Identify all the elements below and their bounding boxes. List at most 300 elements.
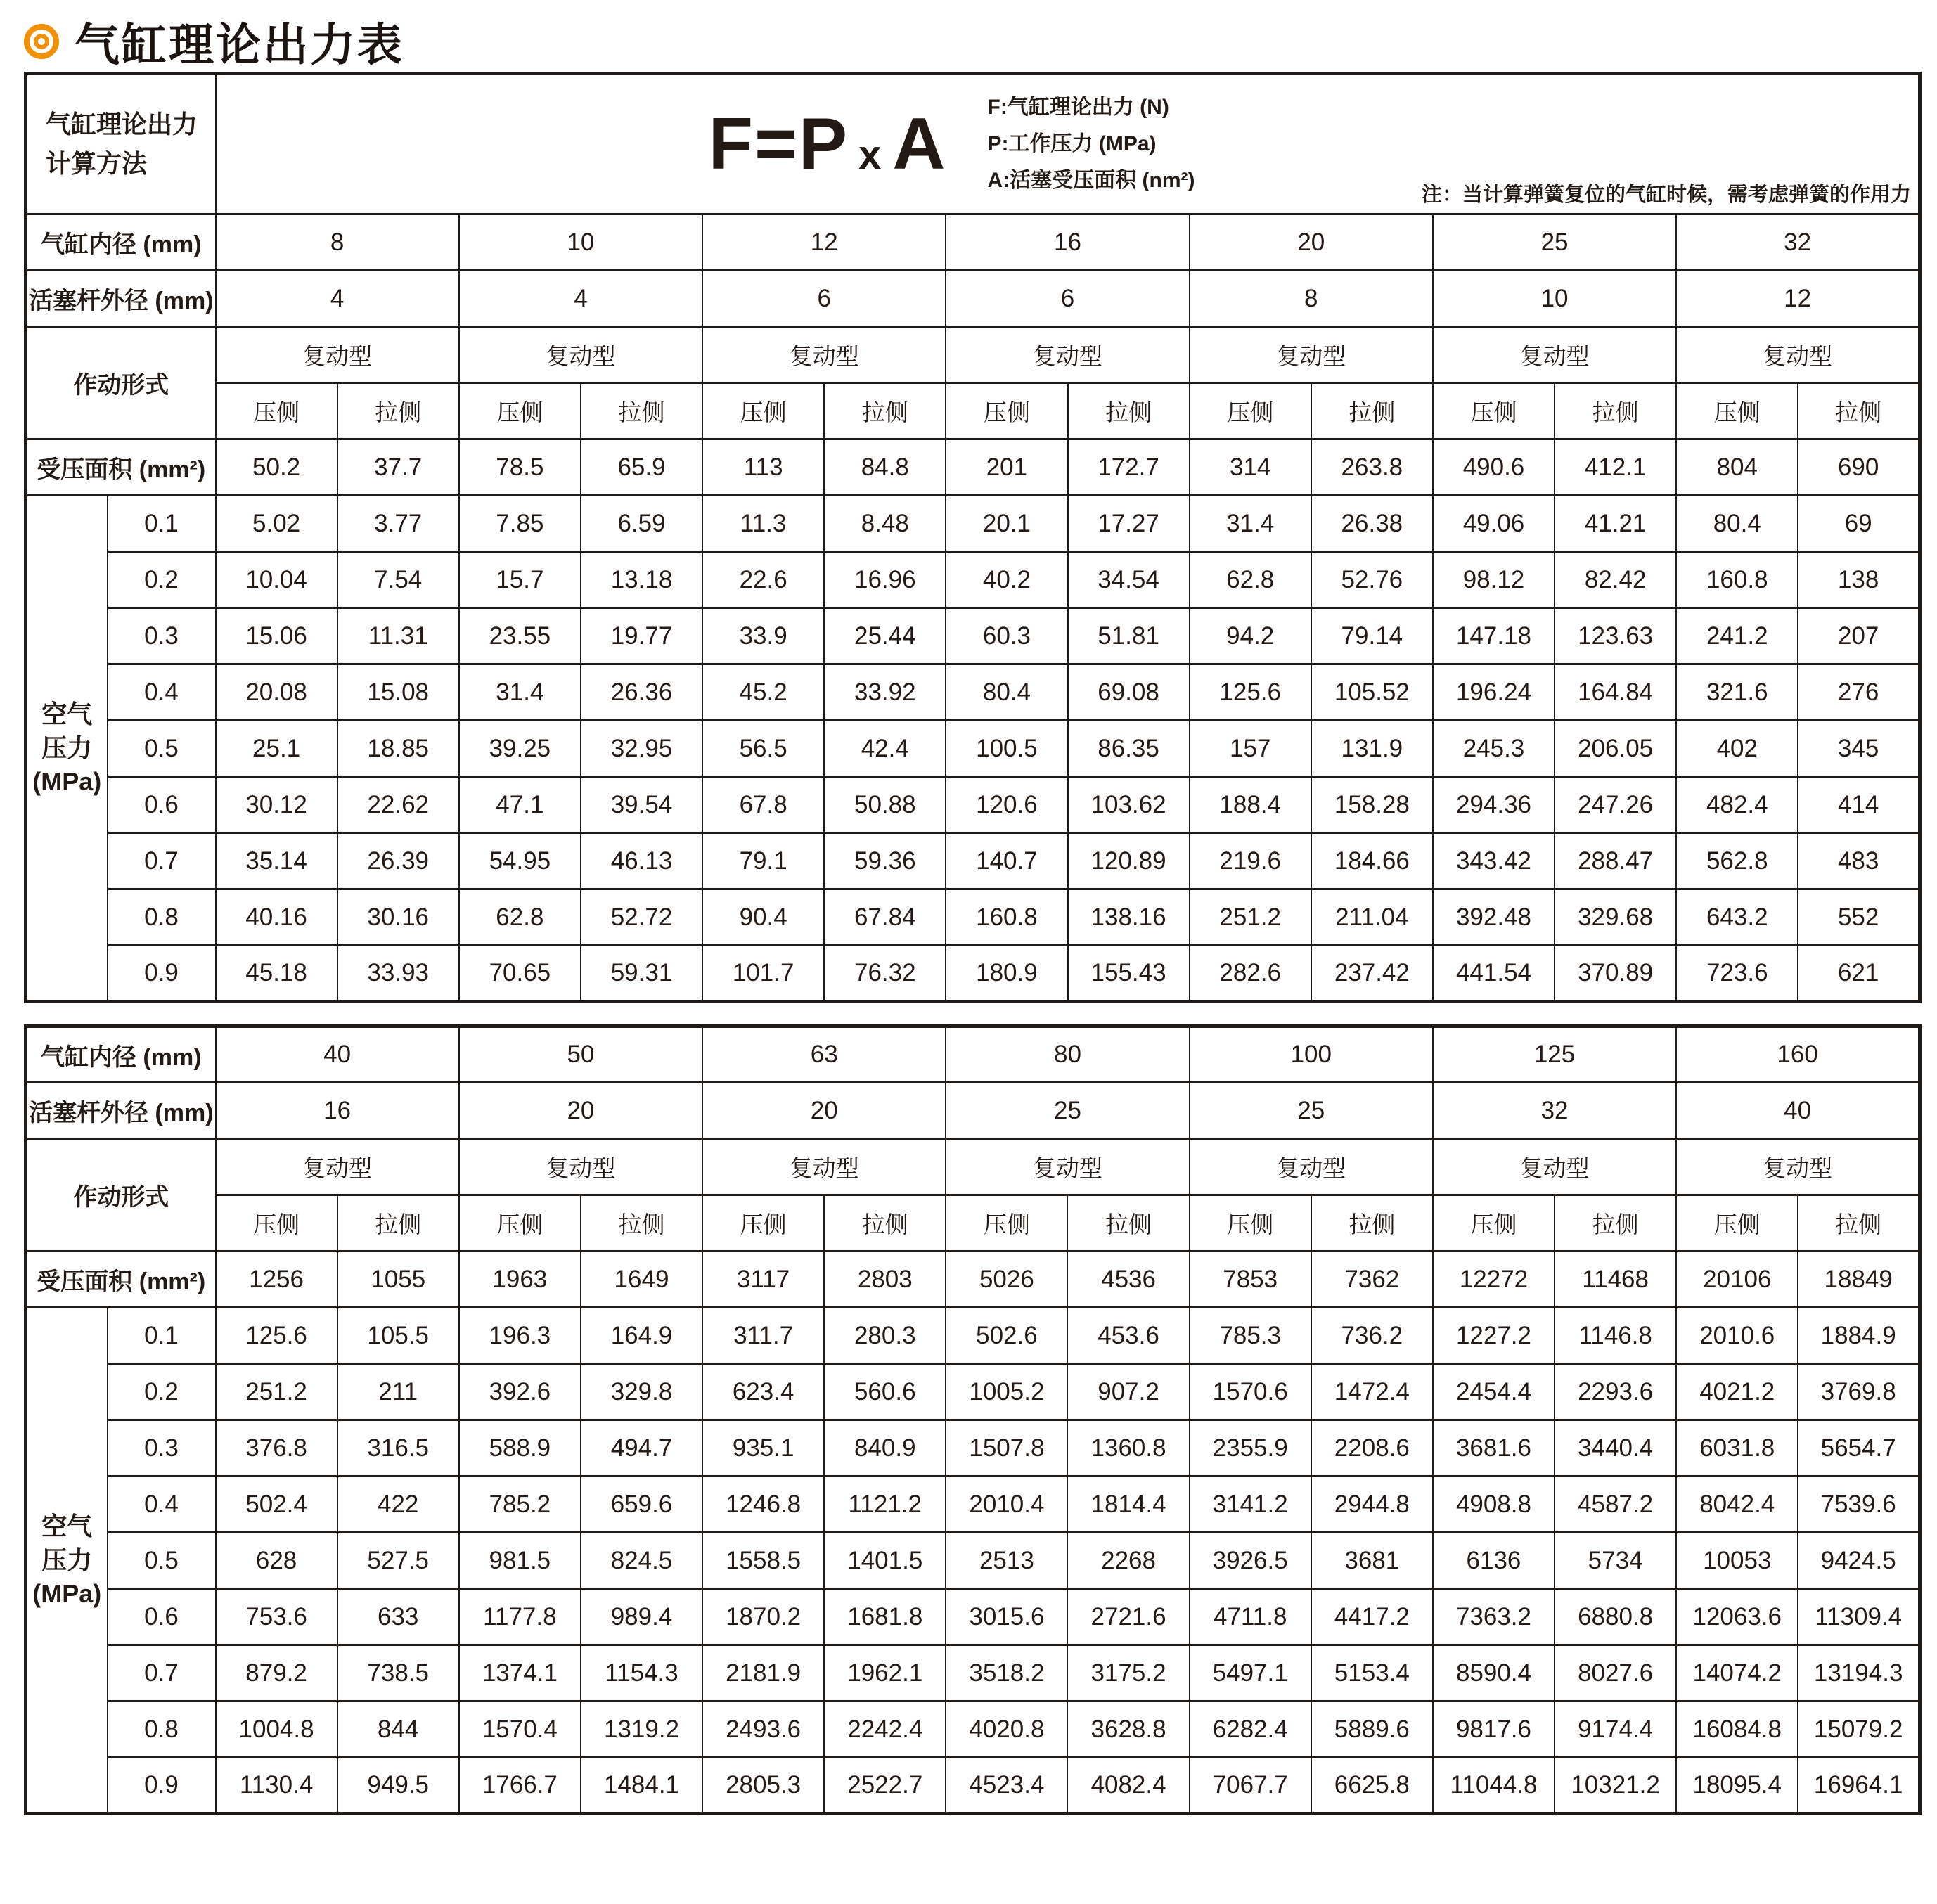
rod-row xyxy=(26,1083,1920,1139)
force-value-cell: 8590.4 xyxy=(1433,1645,1555,1702)
force-value-cell: 105.5 xyxy=(337,1308,459,1364)
force-value-cell: 30.16 xyxy=(337,889,459,946)
force-value-cell: 282.6 xyxy=(1190,946,1311,1002)
force-value-cell: 1319.2 xyxy=(581,1702,702,1758)
force-data-row xyxy=(26,833,1920,889)
force-value-cell: 4587.2 xyxy=(1555,1477,1676,1533)
force-value-cell: 25.44 xyxy=(824,608,946,664)
ring-bullet-inner xyxy=(34,34,49,49)
force-value-cell: 1814.4 xyxy=(1067,1477,1189,1533)
pressure-value-cell: 0.5 xyxy=(108,1533,216,1589)
air-pressure-label-line: 空气 xyxy=(41,700,93,728)
force-value-cell: 32.95 xyxy=(581,721,702,777)
force-value-cell: 494.7 xyxy=(581,1420,702,1477)
force-value-cell: 5734 xyxy=(1555,1533,1676,1589)
pressure-value-cell: 0.4 xyxy=(108,1477,216,1533)
force-value-cell: 7067.7 xyxy=(1190,1758,1311,1814)
pressure-value-cell: 0.4 xyxy=(108,664,216,721)
force-value-cell: 40.16 xyxy=(216,889,337,946)
page-header xyxy=(24,11,1937,72)
spring-return-note: 注：当计算弹簧复位的气缸时候，需考虑弹簧的作用力 xyxy=(1421,184,1911,206)
area-row xyxy=(26,1252,1920,1308)
rod-value-cell: 6 xyxy=(946,271,1189,327)
formula-definitions xyxy=(988,89,1195,199)
force-value-cell: 2805.3 xyxy=(702,1758,824,1814)
pull-side-label-cell: 拉侧 xyxy=(1311,1195,1433,1252)
force-value-cell: 453.6 xyxy=(1067,1308,1189,1364)
force-value-cell: 76.32 xyxy=(824,946,946,1002)
force-value-cell: 51.81 xyxy=(1068,608,1190,664)
side-header-row xyxy=(26,383,1920,439)
force-value-cell: 2493.6 xyxy=(702,1702,824,1758)
force-value-cell: 13.18 xyxy=(581,552,702,608)
force-value-cell: 79.1 xyxy=(702,833,824,889)
force-value-cell: 131.9 xyxy=(1311,721,1433,777)
force-value-cell: 4908.8 xyxy=(1433,1477,1555,1533)
pull-side-label-cell: 拉侧 xyxy=(1555,1195,1676,1252)
force-value-cell: 1870.2 xyxy=(702,1589,824,1645)
force-value-cell: 321.6 xyxy=(1676,664,1798,721)
double-acting-cell: 复动型 xyxy=(1676,1139,1919,1195)
force-data-row xyxy=(26,608,1920,664)
force-value-cell: 753.6 xyxy=(216,1589,337,1645)
force-value-cell: 392.6 xyxy=(459,1364,581,1420)
force-value-cell: 82.42 xyxy=(1555,552,1676,608)
force-value-cell: 160.8 xyxy=(1676,552,1798,608)
force-value-cell: 3141.2 xyxy=(1190,1477,1311,1533)
formula-definition-line: P:工作压力 (MPa) xyxy=(987,132,1157,155)
force-value-cell: 251.2 xyxy=(216,1364,337,1420)
bore-value-cell: 20 xyxy=(1190,214,1433,271)
force-value-cell: 46.13 xyxy=(581,833,702,889)
page-title: 气缸理论出力表 xyxy=(75,20,404,70)
area-value-cell: 804 xyxy=(1676,439,1798,496)
force-value-cell: 643.2 xyxy=(1676,889,1798,946)
pull-side-label-cell: 拉侧 xyxy=(1311,383,1433,439)
force-value-cell: 41.21 xyxy=(1555,496,1676,552)
push-side-label-cell: 压侧 xyxy=(946,1195,1067,1252)
force-value-cell: 16964.1 xyxy=(1798,1758,1919,1814)
air-pressure-label xyxy=(26,496,108,1002)
force-data-row xyxy=(26,777,1920,833)
force-value-cell: 329.68 xyxy=(1555,889,1676,946)
bore-label: 气缸内径 (mm) xyxy=(26,1027,216,1083)
rod-value-cell: 32 xyxy=(1433,1083,1676,1139)
force-value-cell: 49.06 xyxy=(1433,496,1555,552)
force-value-cell: 2181.9 xyxy=(702,1645,824,1702)
force-value-cell: 6.59 xyxy=(581,496,702,552)
force-value-cell: 483 xyxy=(1798,833,1919,889)
pressure-value-cell: 0.9 xyxy=(108,1758,216,1814)
force-value-cell: 3175.2 xyxy=(1067,1645,1189,1702)
force-value-cell: 59.31 xyxy=(581,946,702,1002)
force-value-cell: 251.2 xyxy=(1190,889,1311,946)
force-value-cell: 3015.6 xyxy=(946,1589,1067,1645)
force-data-row xyxy=(26,889,1920,946)
force-value-cell: 2355.9 xyxy=(1190,1420,1311,1477)
rod-label: 活塞杆外径 (mm) xyxy=(26,271,216,327)
area-value-cell: 3117 xyxy=(702,1252,824,1308)
bore-value-cell: 50 xyxy=(459,1027,702,1083)
area-value-cell: 4536 xyxy=(1067,1252,1189,1308)
force-value-cell: 1146.8 xyxy=(1555,1308,1676,1364)
pull-side-label-cell: 拉侧 xyxy=(1555,383,1676,439)
area-value-cell: 78.5 xyxy=(459,439,581,496)
force-value-cell: 35.14 xyxy=(216,833,337,889)
force-value-cell: 19.77 xyxy=(581,608,702,664)
area-value-cell: 18849 xyxy=(1798,1252,1919,1308)
force-value-cell: 907.2 xyxy=(1067,1364,1189,1420)
force-value-cell: 738.5 xyxy=(337,1645,459,1702)
force-value-cell: 4417.2 xyxy=(1311,1589,1433,1645)
push-side-label-cell: 压侧 xyxy=(702,383,824,439)
force-value-cell: 1507.8 xyxy=(946,1420,1067,1477)
calc-method-line: 计算方法 xyxy=(46,149,148,178)
force-value-cell: 422 xyxy=(337,1477,459,1533)
force-value-cell: 80.4 xyxy=(946,664,1067,721)
force-value-cell: 402 xyxy=(1676,721,1798,777)
area-value-cell: 11468 xyxy=(1555,1252,1676,1308)
force-value-cell: 103.62 xyxy=(1068,777,1190,833)
force-value-cell: 23.55 xyxy=(459,608,581,664)
pull-side-label-cell: 拉侧 xyxy=(581,1195,702,1252)
force-value-cell: 69 xyxy=(1798,496,1919,552)
bore-value-cell: 12 xyxy=(702,214,946,271)
force-value-cell: 164.9 xyxy=(581,1308,702,1364)
force-value-cell: 6282.4 xyxy=(1190,1702,1311,1758)
theoretical-force-table xyxy=(24,72,1922,1003)
air-pressure-label-line: 空气 xyxy=(41,1512,93,1540)
area-value-cell: 1963 xyxy=(459,1252,581,1308)
force-value-cell: 206.05 xyxy=(1555,721,1676,777)
area-value-cell: 50.2 xyxy=(216,439,337,496)
force-value-cell: 22.62 xyxy=(337,777,459,833)
force-value-cell: 560.6 xyxy=(824,1364,946,1420)
force-value-cell: 123.63 xyxy=(1555,608,1676,664)
force-value-cell: 18.85 xyxy=(337,721,459,777)
pressure-value-cell: 0.3 xyxy=(108,1420,216,1477)
pressure-value-cell: 0.9 xyxy=(108,946,216,1002)
force-value-cell: 10.04 xyxy=(216,552,337,608)
force-value-cell: 2944.8 xyxy=(1311,1477,1433,1533)
force-value-cell: 56.5 xyxy=(702,721,824,777)
pull-side-label-cell: 拉侧 xyxy=(1067,1195,1189,1252)
bore-value-cell: 32 xyxy=(1676,214,1919,271)
calc-method-line: 气缸理论出力 xyxy=(46,110,198,139)
air-pressure-label-line: (MPa) xyxy=(32,767,102,796)
force-value-cell: 164.84 xyxy=(1555,664,1676,721)
force-value-cell: 935.1 xyxy=(702,1420,824,1477)
force-value-cell: 16.96 xyxy=(824,552,946,608)
force-value-cell: 1360.8 xyxy=(1067,1420,1189,1477)
area-value-cell: 172.7 xyxy=(1068,439,1190,496)
force-data-row xyxy=(26,552,1920,608)
force-value-cell: 10321.2 xyxy=(1555,1758,1676,1814)
area-value-cell: 65.9 xyxy=(581,439,702,496)
force-value-cell: 280.3 xyxy=(824,1308,946,1364)
push-side-label-cell: 压侧 xyxy=(1676,383,1798,439)
bore-value-cell: 160 xyxy=(1676,1027,1919,1083)
push-side-label-cell: 压侧 xyxy=(459,1195,581,1252)
pressure-value-cell: 0.6 xyxy=(108,777,216,833)
force-value-cell: 9174.4 xyxy=(1555,1702,1676,1758)
force-value-cell: 2522.7 xyxy=(824,1758,946,1814)
equation-right: A xyxy=(892,103,947,185)
force-value-cell: 7.54 xyxy=(337,552,459,608)
force-value-cell: 62.8 xyxy=(1190,552,1311,608)
pull-side-label-cell: 拉侧 xyxy=(824,1195,946,1252)
force-value-cell: 94.2 xyxy=(1190,608,1311,664)
force-value-cell: 2454.4 xyxy=(1433,1364,1555,1420)
force-value-cell: 1177.8 xyxy=(459,1589,581,1645)
bore-value-cell: 8 xyxy=(216,214,459,271)
push-side-label-cell: 压侧 xyxy=(216,383,337,439)
force-data-row xyxy=(26,1477,1920,1533)
force-value-cell: 241.2 xyxy=(1676,608,1798,664)
area-value-cell: 263.8 xyxy=(1311,439,1433,496)
pull-side-label-cell: 拉侧 xyxy=(337,1195,459,1252)
force-value-cell: 13194.3 xyxy=(1798,1645,1919,1702)
force-value-cell: 10053 xyxy=(1676,1533,1798,1589)
force-value-cell: 6136 xyxy=(1433,1533,1555,1589)
force-value-cell: 2010.4 xyxy=(946,1477,1067,1533)
area-value-cell: 5026 xyxy=(946,1252,1067,1308)
force-value-cell: 4711.8 xyxy=(1190,1589,1311,1645)
rod-value-cell: 20 xyxy=(459,1083,702,1139)
force-value-cell: 5654.7 xyxy=(1798,1420,1919,1477)
force-data-row xyxy=(26,1589,1920,1645)
force-value-cell: 316.5 xyxy=(337,1420,459,1477)
force-value-cell: 120.6 xyxy=(946,777,1067,833)
force-value-cell: 2010.6 xyxy=(1676,1308,1798,1364)
force-value-cell: 1884.9 xyxy=(1798,1308,1919,1364)
force-value-cell: 3518.2 xyxy=(946,1645,1067,1702)
force-value-cell: 25.1 xyxy=(216,721,337,777)
force-value-cell: 15.06 xyxy=(216,608,337,664)
force-value-cell: 120.89 xyxy=(1068,833,1190,889)
force-value-cell: 219.6 xyxy=(1190,833,1311,889)
pressure-value-cell: 0.8 xyxy=(108,1702,216,1758)
force-value-cell: 15079.2 xyxy=(1798,1702,1919,1758)
bore-value-cell: 16 xyxy=(946,214,1189,271)
force-table-small-bores xyxy=(24,72,1937,1003)
force-value-cell: 1681.8 xyxy=(824,1589,946,1645)
area-value-cell: 314 xyxy=(1190,439,1311,496)
force-value-cell: 237.42 xyxy=(1311,946,1433,1002)
force-data-row xyxy=(26,1420,1920,1477)
force-value-cell: 8.48 xyxy=(824,496,946,552)
force-value-cell: 9424.5 xyxy=(1798,1533,1919,1589)
force-value-cell: 343.42 xyxy=(1433,833,1555,889)
force-value-cell: 288.47 xyxy=(1555,833,1676,889)
force-value-cell: 157 xyxy=(1190,721,1311,777)
force-data-row xyxy=(26,664,1920,721)
force-value-cell: 158.28 xyxy=(1311,777,1433,833)
pressure-value-cell: 0.1 xyxy=(108,496,216,552)
pull-side-label-cell: 拉侧 xyxy=(337,383,459,439)
area-value-cell: 37.7 xyxy=(337,439,459,496)
double-acting-cell: 复动型 xyxy=(1190,1139,1433,1195)
bore-value-cell: 100 xyxy=(1190,1027,1433,1083)
bore-row xyxy=(26,1027,1920,1083)
force-value-cell: 30.12 xyxy=(216,777,337,833)
force-value-cell: 527.5 xyxy=(337,1533,459,1589)
force-value-cell: 11.3 xyxy=(702,496,824,552)
force-value-cell: 22.6 xyxy=(702,552,824,608)
pressure-value-cell: 0.2 xyxy=(108,552,216,608)
bore-value-cell: 125 xyxy=(1433,1027,1676,1083)
force-value-cell: 2293.6 xyxy=(1555,1364,1676,1420)
force-value-cell: 3681 xyxy=(1311,1533,1433,1589)
force-value-cell: 18095.4 xyxy=(1676,1758,1798,1814)
pressure-value-cell: 0.6 xyxy=(108,1589,216,1645)
area-value-cell: 2803 xyxy=(824,1252,946,1308)
force-value-cell: 879.2 xyxy=(216,1645,337,1702)
force-value-cell: 155.43 xyxy=(1068,946,1190,1002)
force-value-cell: 824.5 xyxy=(581,1533,702,1589)
force-value-cell: 138 xyxy=(1798,552,1919,608)
rod-value-cell: 6 xyxy=(702,271,946,327)
force-value-cell: 4082.4 xyxy=(1067,1758,1189,1814)
double-acting-cell: 复动型 xyxy=(946,1139,1189,1195)
force-value-cell: 562.8 xyxy=(1676,833,1798,889)
force-value-cell: 989.4 xyxy=(581,1589,702,1645)
force-value-cell: 62.8 xyxy=(459,889,581,946)
rod-value-cell: 10 xyxy=(1433,271,1676,327)
force-value-cell: 184.66 xyxy=(1311,833,1433,889)
area-value-cell: 7362 xyxy=(1311,1252,1433,1308)
bore-row xyxy=(26,214,1920,271)
force-value-cell: 6031.8 xyxy=(1676,1420,1798,1477)
area-value-cell: 412.1 xyxy=(1555,439,1676,496)
force-value-cell: 628 xyxy=(216,1533,337,1589)
double-acting-cell: 复动型 xyxy=(1433,327,1676,383)
pressure-value-cell: 0.3 xyxy=(108,608,216,664)
force-value-cell: 376.8 xyxy=(216,1420,337,1477)
side-header-row xyxy=(26,1195,1920,1252)
action-type-label: 作动形式 xyxy=(26,327,216,439)
force-value-cell: 621 xyxy=(1798,946,1919,1002)
force-value-cell: 196.3 xyxy=(459,1308,581,1364)
force-data-row xyxy=(26,1645,1920,1702)
force-value-cell: 11044.8 xyxy=(1433,1758,1555,1814)
force-value-cell: 59.36 xyxy=(824,833,946,889)
double-acting-cell: 复动型 xyxy=(1433,1139,1676,1195)
force-value-cell: 14074.2 xyxy=(1676,1645,1798,1702)
force-value-cell: 1484.1 xyxy=(581,1758,702,1814)
area-value-cell: 690 xyxy=(1798,439,1919,496)
force-value-cell: 79.14 xyxy=(1311,608,1433,664)
rod-value-cell: 25 xyxy=(946,1083,1189,1139)
pressure-value-cell: 0.7 xyxy=(108,833,216,889)
force-value-cell: 441.54 xyxy=(1433,946,1555,1002)
force-value-cell: 8027.6 xyxy=(1555,1645,1676,1702)
area-value-cell: 1055 xyxy=(337,1252,459,1308)
force-value-cell: 4021.2 xyxy=(1676,1364,1798,1420)
force-value-cell: 1766.7 xyxy=(459,1758,581,1814)
force-value-cell: 1570.6 xyxy=(1190,1364,1311,1420)
area-label: 受压面积 (mm²) xyxy=(26,439,216,496)
force-value-cell: 211 xyxy=(337,1364,459,1420)
force-value-cell: 4020.8 xyxy=(946,1702,1067,1758)
double-acting-cell: 复动型 xyxy=(1190,327,1433,383)
force-value-cell: 1154.3 xyxy=(581,1645,702,1702)
force-value-cell: 26.39 xyxy=(337,833,459,889)
area-value-cell: 1256 xyxy=(216,1252,337,1308)
force-value-cell: 785.2 xyxy=(459,1477,581,1533)
force-value-cell: 207 xyxy=(1798,608,1919,664)
force-value-cell: 1472.4 xyxy=(1311,1364,1433,1420)
rod-value-cell: 12 xyxy=(1676,271,1919,327)
push-side-label-cell: 压侧 xyxy=(1676,1195,1798,1252)
force-value-cell: 3440.4 xyxy=(1555,1420,1676,1477)
pull-side-label-cell: 拉侧 xyxy=(1798,383,1919,439)
formula-definition-line: F:气缸理论出力 (N) xyxy=(987,96,1169,119)
air-pressure-label-line: 压力 xyxy=(41,733,93,762)
formula-cell xyxy=(216,74,1920,214)
double-acting-cell: 复动型 xyxy=(216,327,459,383)
area-value-cell: 1649 xyxy=(581,1252,702,1308)
double-acting-cell: 复动型 xyxy=(459,1139,702,1195)
force-value-cell: 502.4 xyxy=(216,1477,337,1533)
force-value-cell: 840.9 xyxy=(824,1420,946,1477)
force-value-cell: 482.4 xyxy=(1676,777,1798,833)
force-value-cell: 125.6 xyxy=(1190,664,1311,721)
force-data-row xyxy=(26,1533,1920,1589)
force-value-cell: 247.26 xyxy=(1555,777,1676,833)
force-value-cell: 1570.4 xyxy=(459,1702,581,1758)
force-value-cell: 6880.8 xyxy=(1555,1589,1676,1645)
force-value-cell: 180.9 xyxy=(946,946,1067,1002)
force-value-cell: 34.54 xyxy=(1068,552,1190,608)
force-value-cell: 3.77 xyxy=(337,496,459,552)
force-value-cell: 54.95 xyxy=(459,833,581,889)
area-label: 受压面积 (mm²) xyxy=(26,1252,216,1308)
force-value-cell: 98.12 xyxy=(1433,552,1555,608)
pull-side-label-cell: 拉侧 xyxy=(1798,1195,1919,1252)
force-value-cell: 1005.2 xyxy=(946,1364,1067,1420)
bore-value-cell: 40 xyxy=(216,1027,459,1083)
area-value-cell: 12272 xyxy=(1433,1252,1555,1308)
force-value-cell: 26.36 xyxy=(581,664,702,721)
ring-bullet-icon xyxy=(24,24,59,59)
force-value-cell: 33.93 xyxy=(337,946,459,1002)
force-value-cell: 844 xyxy=(337,1702,459,1758)
force-value-cell: 7.85 xyxy=(459,496,581,552)
force-value-cell: 50.88 xyxy=(824,777,946,833)
force-value-cell: 17.27 xyxy=(1068,496,1190,552)
force-value-cell: 140.7 xyxy=(946,833,1067,889)
force-value-cell: 45.18 xyxy=(216,946,337,1002)
rod-value-cell: 40 xyxy=(1676,1083,1919,1139)
formula-definition-line: A:活塞受压面积 (nm²) xyxy=(987,169,1195,192)
area-value-cell: 490.6 xyxy=(1433,439,1555,496)
pressure-value-cell: 0.8 xyxy=(108,889,216,946)
force-value-cell: 211.04 xyxy=(1311,889,1433,946)
force-value-cell: 2513 xyxy=(946,1533,1067,1589)
force-value-cell: 623.4 xyxy=(702,1364,824,1420)
force-table-large-bores xyxy=(24,1024,1937,1815)
force-value-cell: 5.02 xyxy=(216,496,337,552)
force-value-cell: 294.36 xyxy=(1433,777,1555,833)
force-data-row xyxy=(26,496,1920,552)
force-value-cell: 1227.2 xyxy=(1433,1308,1555,1364)
force-value-cell: 69.08 xyxy=(1068,664,1190,721)
push-side-label-cell: 压侧 xyxy=(946,383,1067,439)
force-value-cell: 67.8 xyxy=(702,777,824,833)
force-value-cell: 659.6 xyxy=(581,1477,702,1533)
force-value-cell: 11.31 xyxy=(337,608,459,664)
